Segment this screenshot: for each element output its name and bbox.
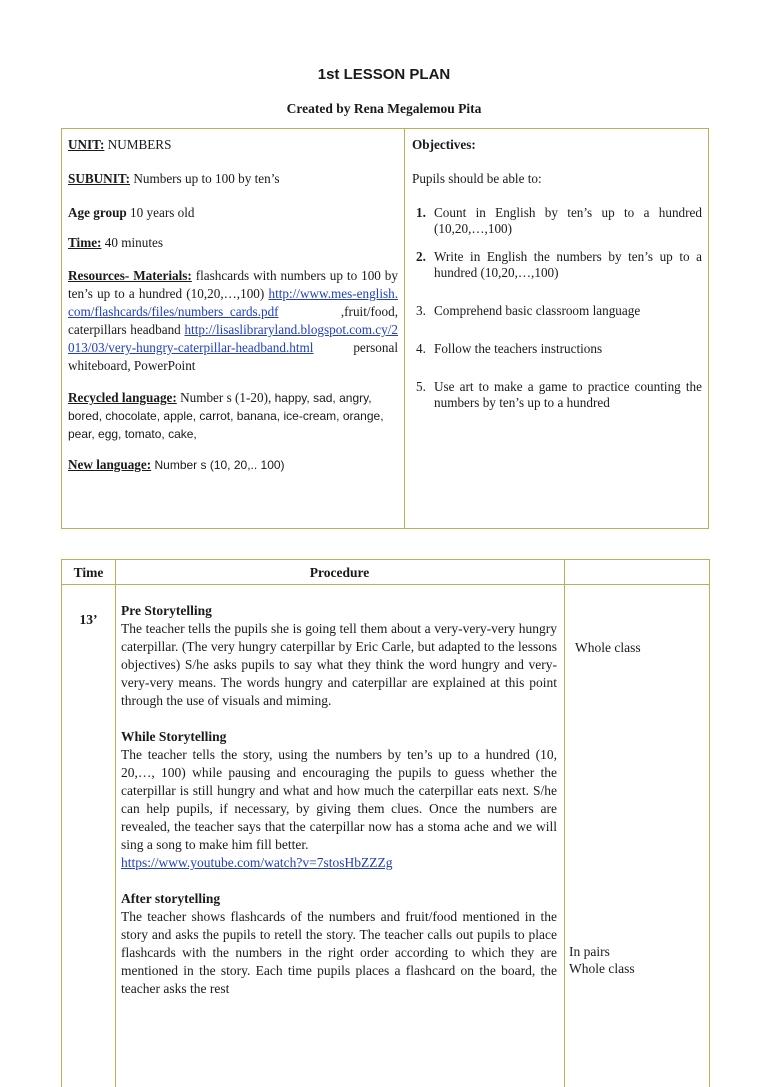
recycled-language-block <box>68 389 398 443</box>
pre-storytelling-text: The teacher tells the pupils she is going tell them about a very-very-very hungry caterpillar. (The very hungry caterpillar by Eric Carle, but adapted to the lessons objectives) S/he asks pupils to say what they think the word hungry and very-very-very means. The words hungry and caterpillar are explained at this point through the use of visuals and miming. <box>121 621 557 708</box>
objectives-list <box>412 205 702 411</box>
recycled-numbers: Number s (1-20), <box>176 390 272 405</box>
step-duration: 13’ <box>79 612 98 627</box>
resources-block <box>68 267 398 375</box>
objective-number: 4. <box>416 341 426 356</box>
unit-label: UNIT: <box>68 137 105 152</box>
time-column-header: Time <box>73 565 104 580</box>
header-divider <box>62 584 709 585</box>
resources-materials: ,fruit/food, caterpillars headband <box>68 304 398 337</box>
objective-item <box>412 249 702 281</box>
after-storytelling-heading: After storytelling <box>121 891 221 906</box>
objective-item <box>412 379 702 411</box>
after-storytelling-text: The teacher shows flashcards of the numbers and fruit/food mentioned in the story and asks the pupils to retell the story. The teacher calls out pupils to place flashcards with the numbers in the right order according to which they are mentioned in the story. Each time pupils places a flashcard on the board, the teacher asks the rest <box>121 909 557 996</box>
subunit-value: Numbers up to 100 by ten’s <box>130 171 280 186</box>
subunit-label: SUBUNIT: <box>68 171 131 186</box>
headband-link[interactable]: http://lisaslibraryland.blogspot.com.cy/2013/03/very-hungry-caterpillar-headband.html <box>68 322 398 355</box>
objectives-intro: Pupils should be able to: <box>412 171 542 186</box>
time-value: 40 minutes <box>101 235 163 250</box>
objective-number: 3. <box>416 303 426 318</box>
column-divider <box>404 129 405 528</box>
while-storytelling-heading: While Storytelling <box>121 729 227 744</box>
organization-after-whole: Whole class <box>569 961 635 976</box>
resources-label: Resources- Materials: <box>68 268 192 283</box>
lesson-info-table <box>61 128 709 529</box>
pre-storytelling-heading: Pre Storytelling <box>121 603 212 618</box>
procedure-content <box>121 602 557 998</box>
organization-after-pairs: In pairs <box>569 944 610 959</box>
recycled-words: happy, sad, angry, bored, chocolate, apple, carrot, banana, ice-cream, orange, pear, egg, tomato, cake, <box>68 391 384 441</box>
unit-value: NUMBERS <box>104 137 172 152</box>
procedure-table <box>61 559 710 1087</box>
objective-item <box>412 341 702 357</box>
age-value: 10 years old <box>126 205 195 220</box>
new-language-row <box>68 457 398 473</box>
while-storytelling-text: The teacher tells the story, using the numbers by ten’s up to a hundred (10, 20,…, 100) while pausing and encouraging the pupils to guess whether the caterpillar is still hungry and what and how much the caterpillar eats next. S/he can help pupils, if necessary, by giving them clues. Once the numbers are revealed, the teacher says that the caterpillar now has a stoma ache and we will sing a song to make him fill better. <box>121 747 557 852</box>
resources-extra: personal whiteboard, PowerPoint <box>68 340 398 373</box>
procedure-column-header: Procedure <box>309 565 370 580</box>
author-line: Created by Rena Megalemou Pita <box>286 101 482 116</box>
objective-text: Follow the teachers instructions <box>434 341 603 356</box>
new-language-value: Number s (10, 20,.. 100) <box>151 458 285 472</box>
objectives-title: Objectives: <box>412 137 476 152</box>
objective-text: Count in English by ten’s up to a hundred (10,20,…,100) <box>434 205 702 236</box>
objectives-column <box>412 137 702 411</box>
page-title: 1st LESSON PLAN <box>317 66 451 83</box>
objective-number: 2. <box>416 249 426 264</box>
objective-number: 5. <box>416 379 426 394</box>
age-row <box>68 205 398 221</box>
resources-text: flashcards with numbers up to 100 by ten’s up to a hundred (10,20,…,100) <box>68 268 398 301</box>
new-language-label: New language: <box>68 457 152 472</box>
recycled-label: Recycled language: <box>68 390 177 405</box>
subunit-row <box>68 171 398 187</box>
song-video-link[interactable]: https://www.youtube.com/watch?v=7stosHbZZZg <box>121 855 393 870</box>
column-divider <box>564 560 565 1087</box>
objective-text: Comprehend basic classroom language <box>434 303 641 318</box>
objective-number: 1. <box>416 205 426 220</box>
column-divider <box>115 560 116 1087</box>
organization-pre: Whole class <box>575 640 641 655</box>
lesson-info-column <box>68 137 398 473</box>
objective-text: Write in English the numbers by ten’s up to a hundred (10,20,…,100) <box>434 249 702 280</box>
time-row <box>68 235 398 251</box>
unit-row <box>68 137 398 153</box>
objective-item <box>412 205 702 237</box>
age-label: Age group <box>68 205 127 220</box>
time-label: Time: <box>68 235 102 250</box>
objective-text: Use art to make a game to practice counting the numbers by ten’s up to a hundred <box>434 379 702 410</box>
flashcards-link[interactable]: http://www.mes-english.com/flashcards/files/numbers_cards.pdf <box>68 286 399 319</box>
objective-item <box>412 303 702 319</box>
